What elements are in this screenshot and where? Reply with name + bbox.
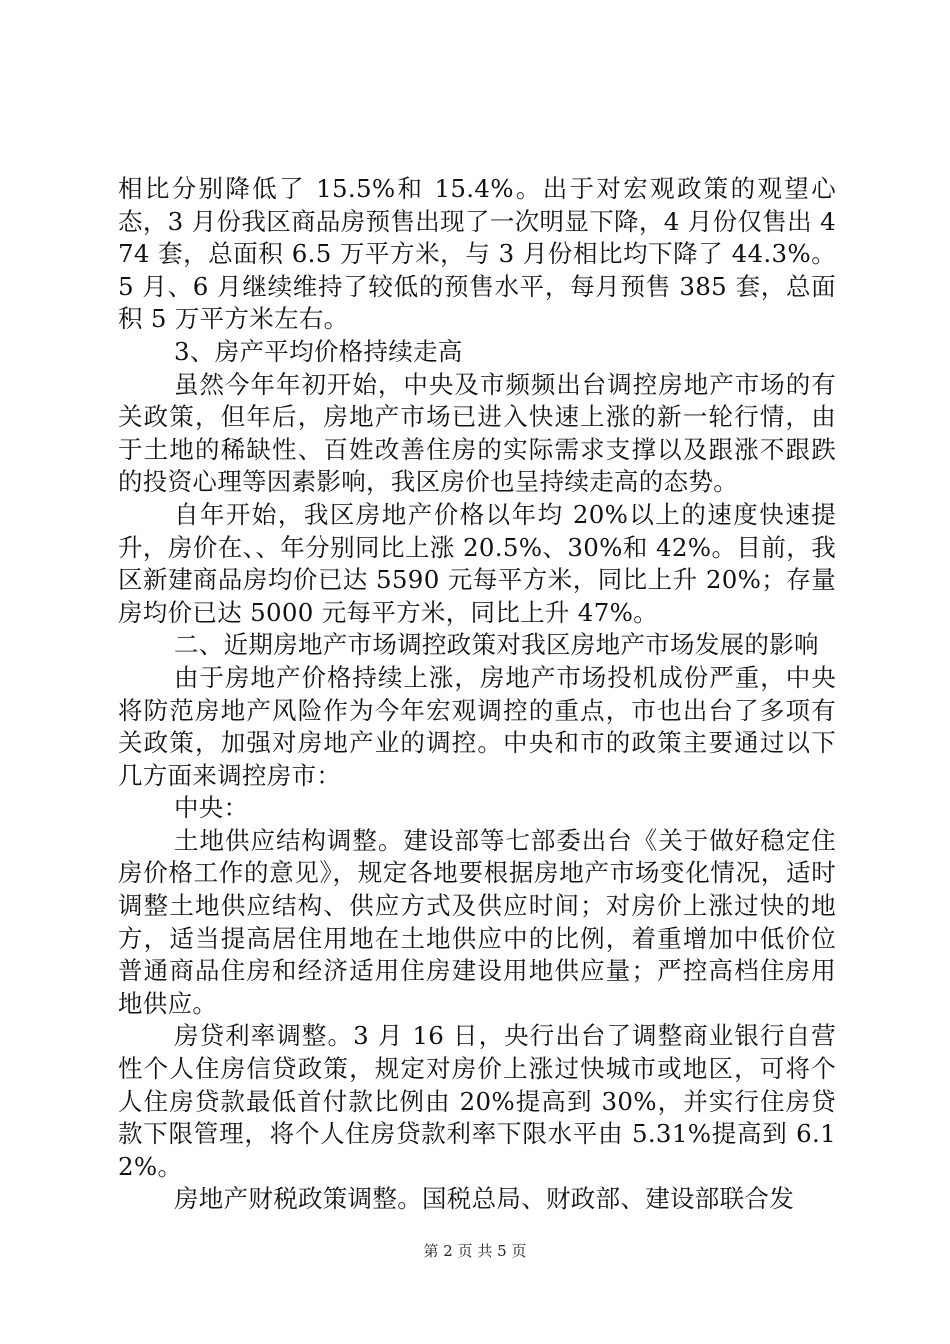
paragraph: 由于房地产价格持续上涨，房地产市场投机成份严重，中央将防范房地产风险作为今年宏观调控的重点，市也出台了多项有关政策，加强对房地产业的调控。中央和市的政策主要通过以下几方面来调控房市： [118,662,836,790]
paragraph: 房贷利率调整。3 月 16 日，央行出台了调整商业银行自营性个人住房信贷政策，规定对房价上涨过快城市或地区，可将个人住房贷款最低首付款比例由 20%提高到 30%，并实行住房贷款下限管理，将个人住房贷款利率下限水平由 5.31%提高到 6.12%。 [118,1021,836,1181]
page-number: 第 2 页 共 5 页 [423,1242,527,1260]
paragraph: 土地供应结构调整。建设部等七部委出台《关于做好稳定住房价格工作的意见》，规定各地要根据房地产市场变化情况，适时调整土地供应结构、供应方式及供应时间；对房价上涨过快的地方，适当提高居住用地在土地供应中的比例，着重增加中低价位普通商品住房和经济适用住房建设用地供应量；严控高档住房用地供应。 [118,825,836,1018]
section-heading: 二、近期房地产市场调控政策对我区房地产市场发展的影响 [174,630,819,660]
paragraph: 房地产财税政策调整。国税总局、财政部、建设部联合发 [174,1184,794,1214]
page-footer [0,1242,950,1260]
document-body [118,173,836,1216]
paragraph: 相比分别降低了 15.5%和 15.4%。出于对宏观政策的观望心态，3 月份我区商品房预售出现了一次明显下降，4 月份仅售出 474 套，总面积 6.5 万平方米，与 3 月份相比均下降了 44.3%。5 月、6 月继续维持了较低的预售水平，每月预售 385 套，总面积 5 万平方米左右。 [118,174,836,334]
paragraph: 自年开始，我区房地产价格以年均 20%以上的速度快速提升，房价在、、年分别同比上涨 20.5%、30%和 42%。目前，我区新建商品房均价已达 5590 元每平方米，同比上升 20%；存量房均价已达 5000 元每平方米，同比上升 47%。 [118,499,836,627]
subheading: 中央： [174,793,249,823]
paragraph: 虽然今年年初开始，中央及市频频出台调控房地产市场的有关政策，但年后，房地产市场已进入快速上涨的新一轮行情，由于土地的稀缺性、百姓改善住房的实际需求支撑以及跟涨不跟跌的投资心理等因素影响，我区房价也呈持续走高的态势。 [118,369,836,497]
section-heading: 3、房产平均价格持续走高 [174,336,463,366]
